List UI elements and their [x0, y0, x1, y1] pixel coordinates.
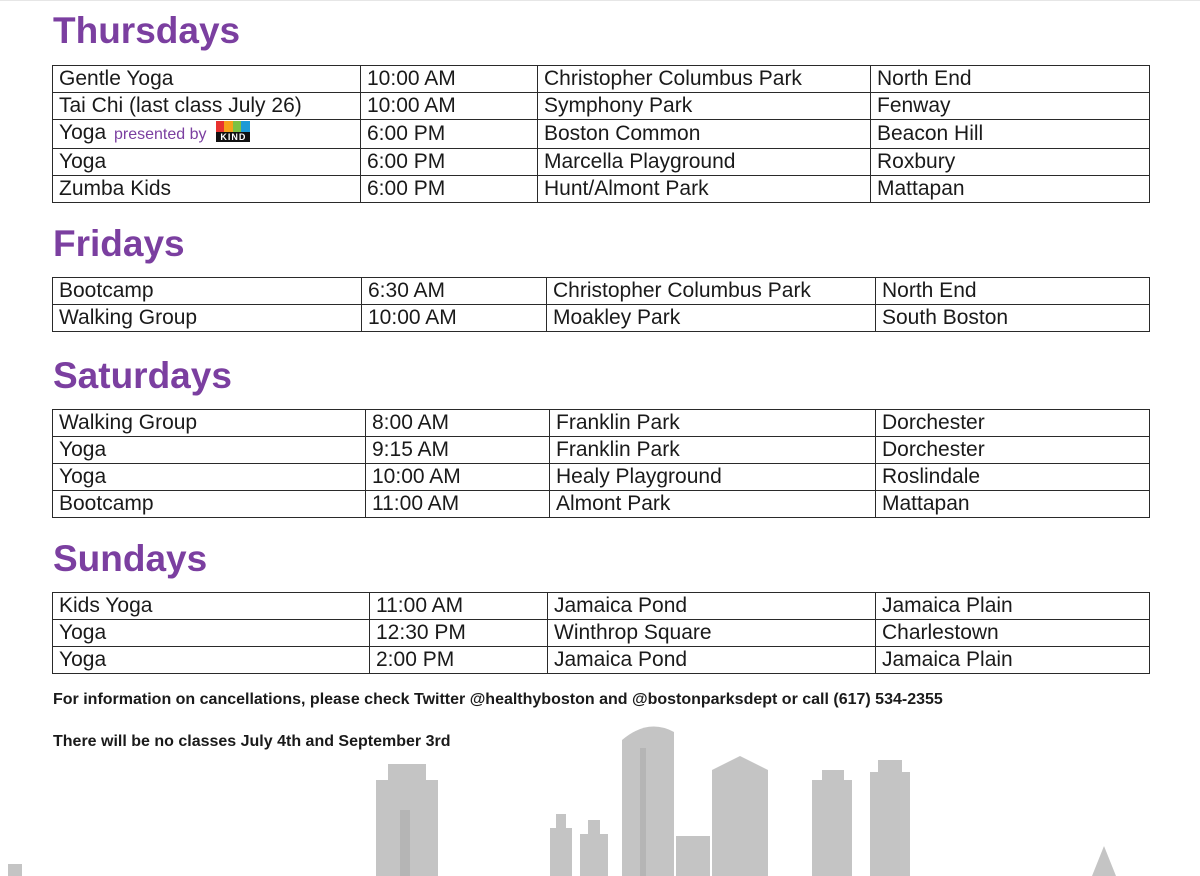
- park-cell: Jamaica Pond: [548, 593, 876, 620]
- time-cell: 11:00 AM: [370, 593, 548, 620]
- time-cell: 8:00 AM: [366, 410, 550, 437]
- neighborhood-cell: Dorchester: [876, 437, 1150, 464]
- activity-cell: Yoga: [53, 620, 370, 647]
- neighborhood-cell: Jamaica Plain: [876, 593, 1150, 620]
- neighborhood-cell: South Boston: [876, 305, 1150, 332]
- table-row: [53, 620, 1150, 647]
- presented-by-label: presented by: [113, 126, 207, 143]
- page-top-rule: [0, 0, 1200, 1]
- neighborhood-cell: Charlestown: [876, 620, 1150, 647]
- activity-cell: Yoga: [53, 647, 370, 674]
- time-cell: 10:00 AM: [361, 66, 538, 93]
- park-cell: Christopher Columbus Park: [538, 66, 871, 93]
- table-row: [53, 176, 1150, 203]
- park-cell: Franklin Park: [550, 437, 876, 464]
- time-cell: 10:00 AM: [362, 305, 547, 332]
- time-cell: 10:00 AM: [366, 464, 550, 491]
- time-cell: 12:30 PM: [370, 620, 548, 647]
- activity-cell: Kids Yoga: [53, 593, 370, 620]
- activity-cell: Yoga: [53, 437, 366, 464]
- cancellation-note: For information on cancellations, please check Twitter @healthyboston and @bostonparksdept or call (617) 534-2355: [53, 691, 943, 708]
- table-row: [53, 66, 1150, 93]
- park-cell: Hunt/Almont Park: [538, 176, 871, 203]
- activity-cell: Walking Group: [53, 410, 366, 437]
- table-row: [53, 305, 1150, 332]
- table-row: [53, 278, 1150, 305]
- day-heading-sundays: Sundays: [53, 538, 208, 579]
- activity-cell: [53, 120, 361, 149]
- day-heading-fridays: Fridays: [53, 223, 185, 264]
- activity-cell: Bootcamp: [53, 278, 362, 305]
- time-cell: 6:00 PM: [361, 120, 538, 149]
- park-cell: Almont Park: [550, 491, 876, 518]
- time-cell: 11:00 AM: [366, 491, 550, 518]
- park-cell: Christopher Columbus Park: [547, 278, 876, 305]
- park-cell: Franklin Park: [550, 410, 876, 437]
- neighborhood-cell: Mattapan: [876, 491, 1150, 518]
- time-cell: 6:30 AM: [362, 278, 547, 305]
- time-cell: 6:00 PM: [361, 149, 538, 176]
- park-cell: Jamaica Pond: [548, 647, 876, 674]
- time-cell: 6:00 PM: [361, 176, 538, 203]
- schedule-table-fridays: [52, 277, 1150, 332]
- table-row: [53, 464, 1150, 491]
- neighborhood-cell: Roslindale: [876, 464, 1150, 491]
- neighborhood-cell: Fenway: [871, 93, 1150, 120]
- table-row: [53, 437, 1150, 464]
- neighborhood-cell: North End: [876, 278, 1150, 305]
- table-row: [53, 93, 1150, 120]
- neighborhood-cell: North End: [871, 66, 1150, 93]
- activity-cell: Gentle Yoga: [53, 66, 361, 93]
- time-cell: 9:15 AM: [366, 437, 550, 464]
- park-cell: Moakley Park: [547, 305, 876, 332]
- neighborhood-cell: Jamaica Plain: [876, 647, 1150, 674]
- day-heading-saturdays: Saturdays: [53, 355, 232, 396]
- activity-cell: Yoga: [53, 464, 366, 491]
- holiday-note: There will be no classes July 4th and September 3rd: [53, 733, 451, 750]
- schedule-table-saturdays: [52, 409, 1150, 518]
- time-cell: 10:00 AM: [361, 93, 538, 120]
- time-cell: 2:00 PM: [370, 647, 548, 674]
- table-row: [53, 593, 1150, 620]
- park-cell: Symphony Park: [538, 93, 871, 120]
- activity-cell: Bootcamp: [53, 491, 366, 518]
- activity-cell: Walking Group: [53, 305, 362, 332]
- table-row: [53, 120, 1150, 149]
- activity-cell: Zumba Kids: [53, 176, 361, 203]
- neighborhood-cell: Mattapan: [871, 176, 1150, 203]
- activity-label: Yoga: [59, 121, 107, 144]
- table-row: [53, 647, 1150, 674]
- neighborhood-cell: Roxbury: [871, 149, 1150, 176]
- activity-cell: Tai Chi (last class July 26): [53, 93, 361, 120]
- table-row: [53, 410, 1150, 437]
- kind-logo-text: KIND: [216, 132, 250, 142]
- park-cell: Marcella Playground: [538, 149, 871, 176]
- park-cell: Boston Common: [538, 120, 871, 149]
- neighborhood-cell: Beacon Hill: [871, 120, 1150, 149]
- schedule-table-sundays: [52, 592, 1150, 674]
- city-skyline-illustration: [0, 718, 1200, 876]
- activity-cell: Yoga: [53, 149, 361, 176]
- park-cell: Winthrop Square: [548, 620, 876, 647]
- table-row: [53, 491, 1150, 518]
- schedule-table-thursdays: [52, 65, 1150, 203]
- day-heading-thursdays: Thursdays: [53, 10, 241, 51]
- park-cell: Healy Playground: [550, 464, 876, 491]
- table-row: [53, 149, 1150, 176]
- kind-logo-icon: [216, 121, 250, 142]
- neighborhood-cell: Dorchester: [876, 410, 1150, 437]
